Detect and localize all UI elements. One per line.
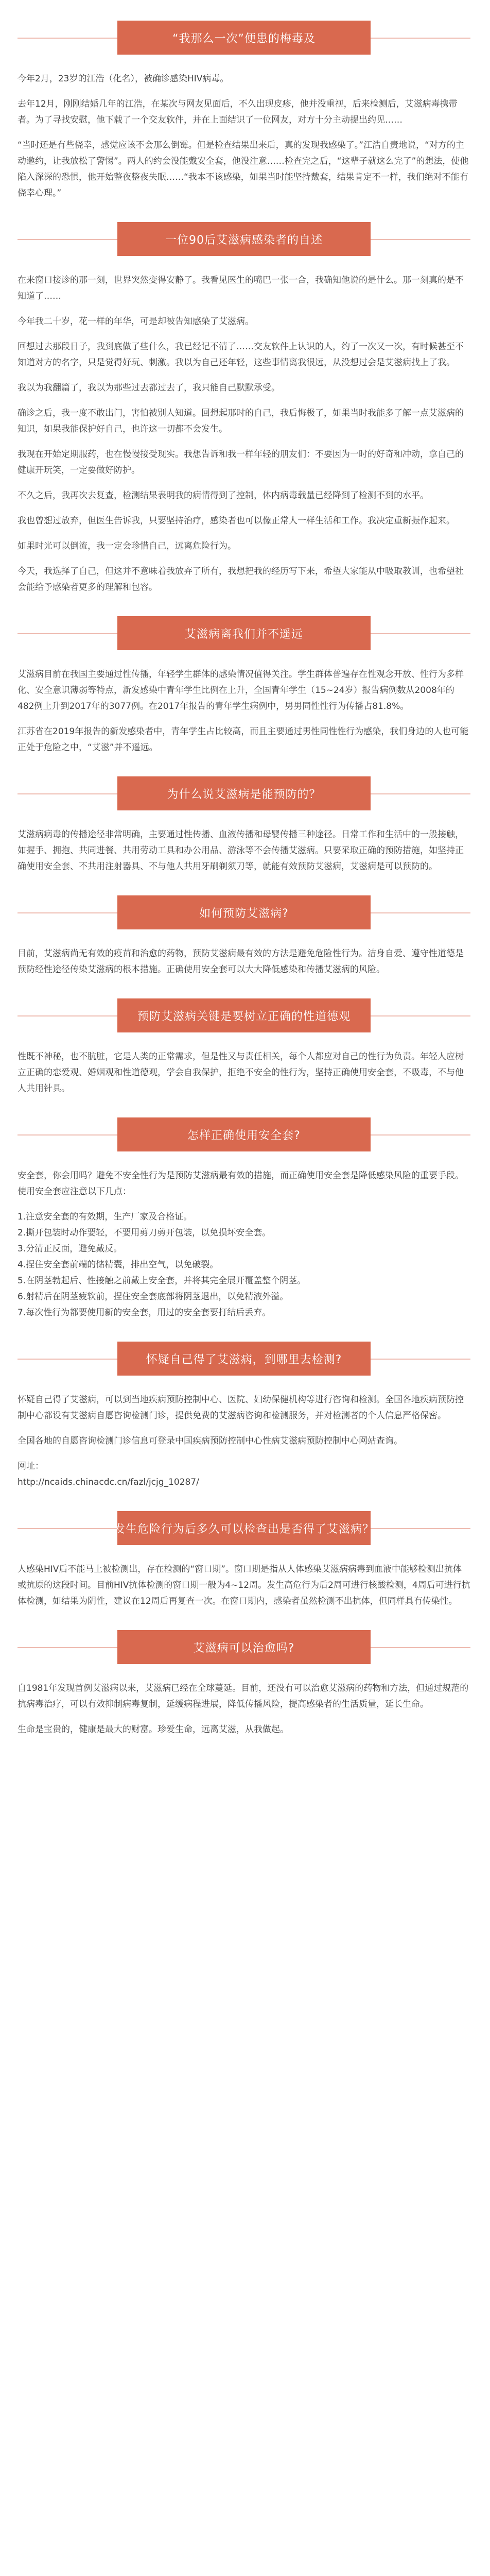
paragraph: 我现在开始定期服药，也在慢慢接受现实。我想告诉和我一样年轻的朋友们：不要因为一时的好奇和冲动，拿自己的健康开玩笑，一定要做好防护。 <box>18 449 464 476</box>
list-item: 6.射精后在阴茎疲软前，捏住安全套底部将阴茎退出，以免精液外溢。 <box>18 1292 289 1302</box>
paragraph: 今年2月，23岁的江浩（化名），被确诊感染HIV病毒。 <box>18 74 229 84</box>
paragraph: 性既不神秘，也不肮脏，它是人类的正常需求，但是性又与责任相关，每个人都应对自己的性行为负责。年轻人应树立正确的恋爱观、婚姻观和性道德观，学会自我保护，拒绝不安全的性行为，坚持正确使用安全套，不吸毒，不与他人共用针具。 <box>18 1052 464 1094</box>
section-heading <box>18 776 470 812</box>
heading-title: 为什么说艾滋病是能预防的？ <box>167 788 321 801</box>
paragraph: “当时还是有些侥幸，感觉应该不会那么倒霉。但是检查结果出来后，真的发现我感染了。”江浩自责地说，“对方的主动邀约，让我放松了警惕”。两人的约会没能戴安全套，他没注意……检查完之后，“这辈子就这么完了”的想法，使他陷入深深的恐惧，他开始整夜整夜失眠……“我本不该感染，如果当时能坚持戴套，结果肯定不一样，我们绝对不能有侥幸心理。” <box>18 140 469 198</box>
paragraph: 去年12月，刚刚结婚几年的江浩，在某次与网友见面后，不久出现皮疹，他并没重视，后来检测后，艾滋病毒携带者。为了寻找安慰，他下载了一个交友软件，并在上面结识了一位网友，对方十分主动提出约见…… <box>18 99 458 125</box>
article-page <box>0 21 490 2576</box>
heading-title: 如何预防艾滋病? <box>199 907 289 920</box>
paragraph: 人感染HIV后不能马上被检测出，存在检测的“窗口期”。窗口期是指从人体感染艾滋病病毒到血液中能够检测出抗体或抗原的这段时间。目前HIV抗体检测的窗口期一般为4~12周。发生高危行为后2周可进行核酸检测，4周后可进行抗体检测，如结果为阴性，建议在12周后再复查一次。在窗口期内，感染者虽然检测不出抗体，但同样具有传染性。 <box>18 1564 470 1606</box>
article-content <box>0 21 490 1738</box>
paragraph: 艾滋病目前在我国主要通过性传播，年轻学生群体的感染情况值得关注。学生群体普遍存在性观念开放、性行为多样化、安全意识薄弱等特点，新发感染中青年学生比例在上升，全国青年学生（15~24岁）报告病例数从2008年的482例上升到2017年的3077例。在2017年报告的青年学生病例中，男男同性性行为传播占81.8%。 <box>18 669 464 711</box>
paragraph: 生命是宝贵的，健康是最大的财富。珍爱生命，远离艾滋，从我做起。 <box>18 1724 289 1735</box>
section-heading <box>18 1630 470 1666</box>
section-heading <box>18 21 470 57</box>
paragraph: 艾滋病病毒的传播途径非常明确，主要通过性传播、血液传播和母婴传播三种途径。日常工作和生活中的一般接触，如握手、拥抱、共同进餐、共用劳动工具和办公用品、游泳等不会传播艾滋病。只要采取正确的预防措施，如坚持正确使用安全套、不共用注射器具、不与他人共用牙刷剃须刀等，就能有效预防艾滋病，艾滋病是可以预防的。 <box>18 829 464 872</box>
section-heading <box>18 895 470 931</box>
section-heading <box>18 1117 470 1154</box>
section-heading <box>18 1511 470 1547</box>
heading-title: 发生危险行为后多久可以检查出是否得了艾滋病？ <box>113 1522 374 1536</box>
paragraph: 安全套，你会用吗？避免不安全性行为是预防艾滋病最有效的措施，而正确使用安全套是降低感染风险的重要手段。使用安全套应注意以下几点： <box>18 1171 464 1197</box>
condom-steps-list <box>18 1209 470 1321</box>
list-item: 5.在阴茎勃起后、性接触之前戴上安全套，并将其完全展开覆盖整个阴茎。 <box>18 1276 306 1286</box>
paragraph: 如果时光可以倒流，我一定会珍惜自己，远离危险行为。 <box>18 541 236 551</box>
section-heading <box>18 616 470 652</box>
list-item: 7.每次性行为都要使用新的安全套，用过的安全套要打结后丢弃。 <box>18 1308 271 1318</box>
paragraph: 不久之后，我再次去复查，检测结果表明我的病情得到了控制，体内病毒载量已经降到了检测不到的水平。 <box>18 490 429 501</box>
paragraph: 在来窗口接诊的那一刻，世界突然变得安静了。我看见医生的嘴巴一张一合，我确知他说的是什么。那一刻真的是不知道了…… <box>18 275 464 301</box>
heading-title: 怀疑自己得了艾滋病，到哪里去检测? <box>146 1353 342 1366</box>
heading-title: 预防艾滋病关键是要树立正确的性道德观 <box>137 1010 351 1023</box>
list-item: 1.注意安全套的有效期，生产厂家及合格证。 <box>18 1212 192 1222</box>
paragraph: 全国各地的自愿咨询检测门诊信息可登录中国疾病预防控制中心性病艾滋病预防控制中心网站查询。 <box>18 1436 402 1446</box>
paragraph: 今天，我选择了自己，但这并不意味着我放弃了所有，我想把我的经历写下来，希望大家能从中吸取教训，也希望社会能给予感染者更多的理解和包容。 <box>18 566 464 592</box>
section-heading <box>18 998 470 1035</box>
paragraph: 回想过去那段日子，我到底做了些什么，我已经记不清了……交友软件上认识的人，约了一次又一次，有时候甚至不知道对方的名字，只是觉得好玩、刺激。我以为自己还年轻，这些事情离我很远，从没想过会是艾滋病找上了我。 <box>18 342 464 368</box>
paragraph: 我以为我翻篇了，我以为那些过去都过去了，我只能自己默默承受。 <box>18 383 280 393</box>
heading-title: 一位90后艾滋病感染者的自述 <box>165 233 323 247</box>
paragraph: 今年我二十岁，花一样的年华，可是却被告知感染了艾滋病。 <box>18 316 254 327</box>
heading-title: 艾滋病可以治愈吗? <box>193 1641 295 1655</box>
heading-title: 艾滋病离我们并不遥远 <box>184 628 303 641</box>
paragraph: 自1981年发现首例艾滋病以来，艾滋病已经在全球蔓延。目前，还没有可以治愈艾滋病的药物和方法，但通过规范的抗病毒治疗，可以有效抑制病毒复制，延缓病程进展，降低传播风险，提高感染者的生活质量，延长生命。 <box>18 1683 469 1709</box>
url-label: 网址： <box>18 1461 44 1471</box>
paragraph: 目前，艾滋病尚无有效的疫苗和治愈的药物，预防艾滋病最有效的方法是避免危险性行为。洁身自爱、遵守性道德是预防经性途径传染艾滋病的根本措施。正确使用安全套可以大大降低感染和传播艾滋病的风险。 <box>18 948 464 975</box>
heading-title: “我那么一次”便患的梅毒及 <box>172 32 316 45</box>
paragraph: 江苏省在2019年报告的新发感染者中，青年学生占比较高，而且主要通过男性同性性行为感染，我们身边的人也可能正处于危险之中，“艾滋”并不遥远。 <box>18 726 469 753</box>
website-link[interactable]: http://ncaids.chinacdc.cn/fazl/jcjg_10287/ <box>18 1477 199 1487</box>
section-heading <box>18 1342 470 1378</box>
paragraph: 确诊之后，我一度不敢出门，害怕被别人知道。回想起那时的自己，我后悔极了，如果当时我能多了解一点艾滋病的知识，如果我能保护好自己，也许这一切都不会发生。 <box>18 408 464 434</box>
paragraph: 怀疑自己得了艾滋病，可以到当地疾病预防控制中心、医院、妇幼保健机构等进行咨询和检测。全国各地疾病预防控制中心都设有艾滋病自愿咨询检测门诊，提供免费的艾滋病咨询和检测服务，并对检测者的个人信息严格保密。 <box>18 1395 464 1421</box>
section-heading <box>18 222 470 258</box>
paragraph: 我也曾想过放弃，但医生告诉我，只要坚持治疗，感染者也可以像正常人一样生活和工作。我决定重新振作起来。 <box>18 516 455 526</box>
heading-title: 怎样正确使用安全套? <box>187 1129 301 1142</box>
list-item: 4.捏住安全套前端的储精囊，排出空气，以免破裂。 <box>18 1260 219 1270</box>
list-item: 2.撕开包装时动作要轻，不要用剪刀剪开包装，以免损坏安全套。 <box>18 1228 271 1238</box>
list-item: 3.分清正反面，避免戴反。 <box>18 1244 122 1254</box>
